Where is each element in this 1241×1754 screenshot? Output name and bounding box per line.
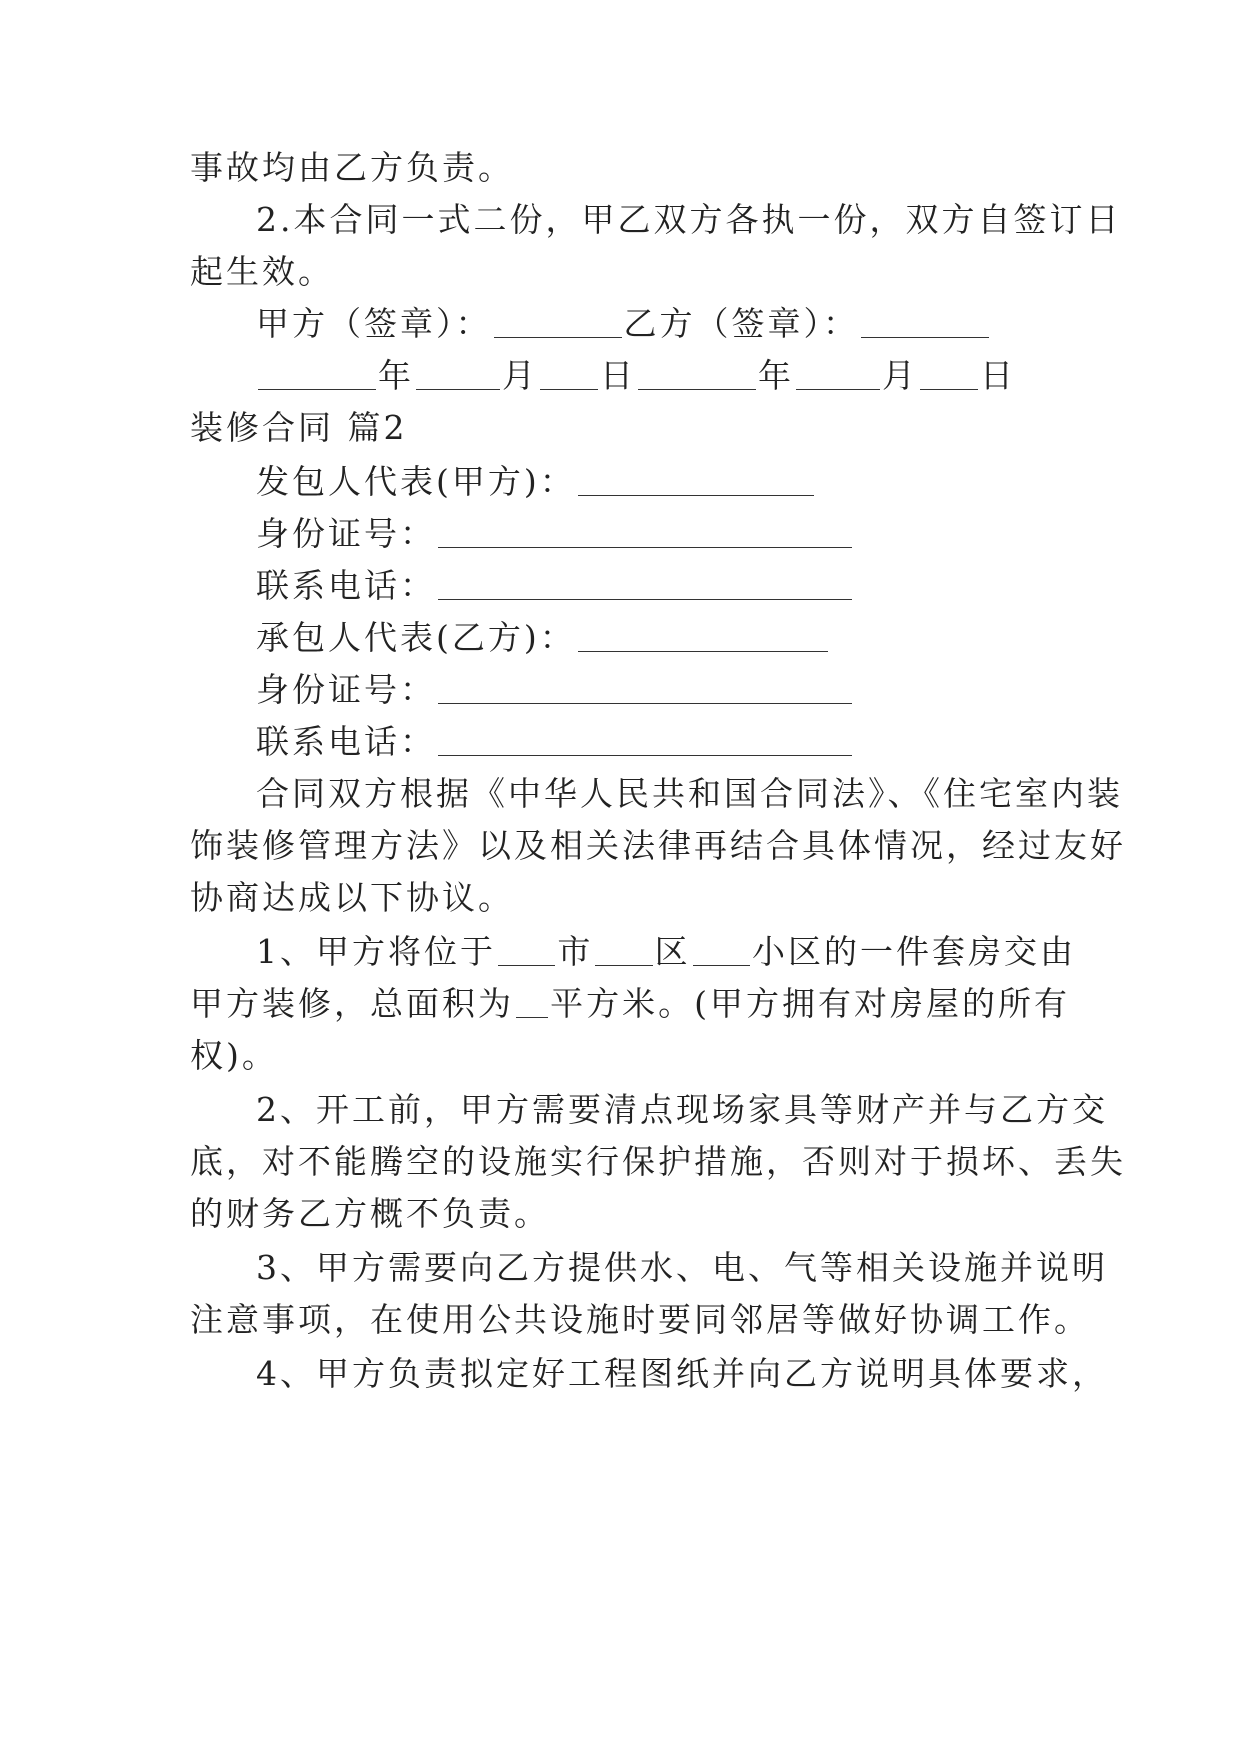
employer-rep-field: [256, 462, 1076, 502]
field-blank: [578, 465, 814, 496]
area-blank: [516, 987, 548, 1018]
city-blank: [498, 935, 555, 966]
contractor-rep-field: [256, 618, 1076, 658]
party-b-signature-label: 乙方（签章）：: [623, 304, 859, 343]
community-blank: [693, 935, 750, 966]
district-blank: [595, 935, 652, 966]
field-label: 身份证号：: [256, 670, 436, 709]
text-line: 2、开工前，甲方需要清点现场家具等财产并与乙方交: [256, 1090, 1108, 1129]
party-a-signature-label: 甲方（签章）：: [256, 304, 492, 343]
month-blank: [416, 359, 500, 390]
day-blank: [920, 359, 978, 390]
field-blank: [438, 517, 852, 548]
field-label: 承包人代表(乙方)：: [256, 618, 576, 657]
field-blank: [438, 725, 852, 756]
field-label: 联系电话：: [256, 566, 436, 605]
field-label: 身份证号：: [256, 514, 436, 553]
text-line: 权)。: [190, 1036, 278, 1075]
field-blank: [438, 569, 852, 600]
text-fragment: 市: [557, 932, 594, 971]
field-label: 发包人代表(甲方)：: [256, 462, 576, 501]
text-fragment: 平方米。(甲方拥有对房屋的所有: [550, 984, 1070, 1023]
party-a-signature-blank: [494, 307, 622, 338]
text-fragment: 甲方装修，总面积为: [190, 984, 514, 1023]
clause-1-line: [256, 932, 1076, 972]
text-line: 底，对不能腾空的设施实行保护措施，否则对于损坏、丢失: [190, 1142, 1126, 1181]
field-label: 联系电话：: [256, 722, 436, 761]
clause-1-line: [190, 984, 1070, 1024]
date-line: [256, 356, 1076, 396]
text-line: 饰装修管理方法》以及相关法律再结合具体情况，经过友好: [190, 826, 1126, 865]
text-fragment: 区: [654, 932, 691, 971]
party-b-signature-blank: [861, 307, 989, 338]
signature-line: [256, 304, 1076, 344]
text-line: 的财务乙方概不负责。: [190, 1194, 550, 1233]
field-blank: [438, 673, 852, 704]
text-line: 事故均由乙方负责。: [190, 148, 514, 187]
text-line: 合同双方根据《中华人民共和国合同法》、《住宅室内装: [256, 774, 1123, 813]
text-line: 起生效。: [190, 252, 334, 291]
month-label: 月: [882, 356, 918, 395]
section-title: 装修合同 篇2: [190, 408, 408, 447]
text-fragment: 1、甲方将位于: [256, 932, 496, 971]
id-number-field: [256, 670, 1076, 710]
month-blank: [796, 359, 880, 390]
text-line: 4、甲方负责拟定好工程图纸并向乙方说明具体要求，: [256, 1354, 1108, 1393]
year-label: 年: [378, 356, 414, 395]
field-blank: [578, 621, 828, 652]
month-label: 月: [502, 356, 538, 395]
year-blank: [258, 359, 376, 390]
phone-field: [256, 566, 1076, 606]
day-label: 日: [600, 356, 636, 395]
text-line: 2.本合同一式二份，甲乙双方各执一份，双方自签订日: [256, 200, 1122, 239]
text-line: 3、甲方需要向乙方提供水、电、气等相关设施并说明: [256, 1248, 1108, 1287]
year-label: 年: [758, 356, 794, 395]
day-label: 日: [980, 356, 1016, 395]
year-blank: [638, 359, 756, 390]
id-number-field: [256, 514, 1076, 554]
text-line: 协商达成以下协议。: [190, 878, 514, 917]
phone-field: [256, 722, 1076, 762]
text-line: 注意事项，在使用公共设施时要同邻居等做好协调工作。: [190, 1300, 1090, 1339]
text-fragment: 小区的一件套房交由: [751, 932, 1076, 971]
day-blank: [540, 359, 598, 390]
